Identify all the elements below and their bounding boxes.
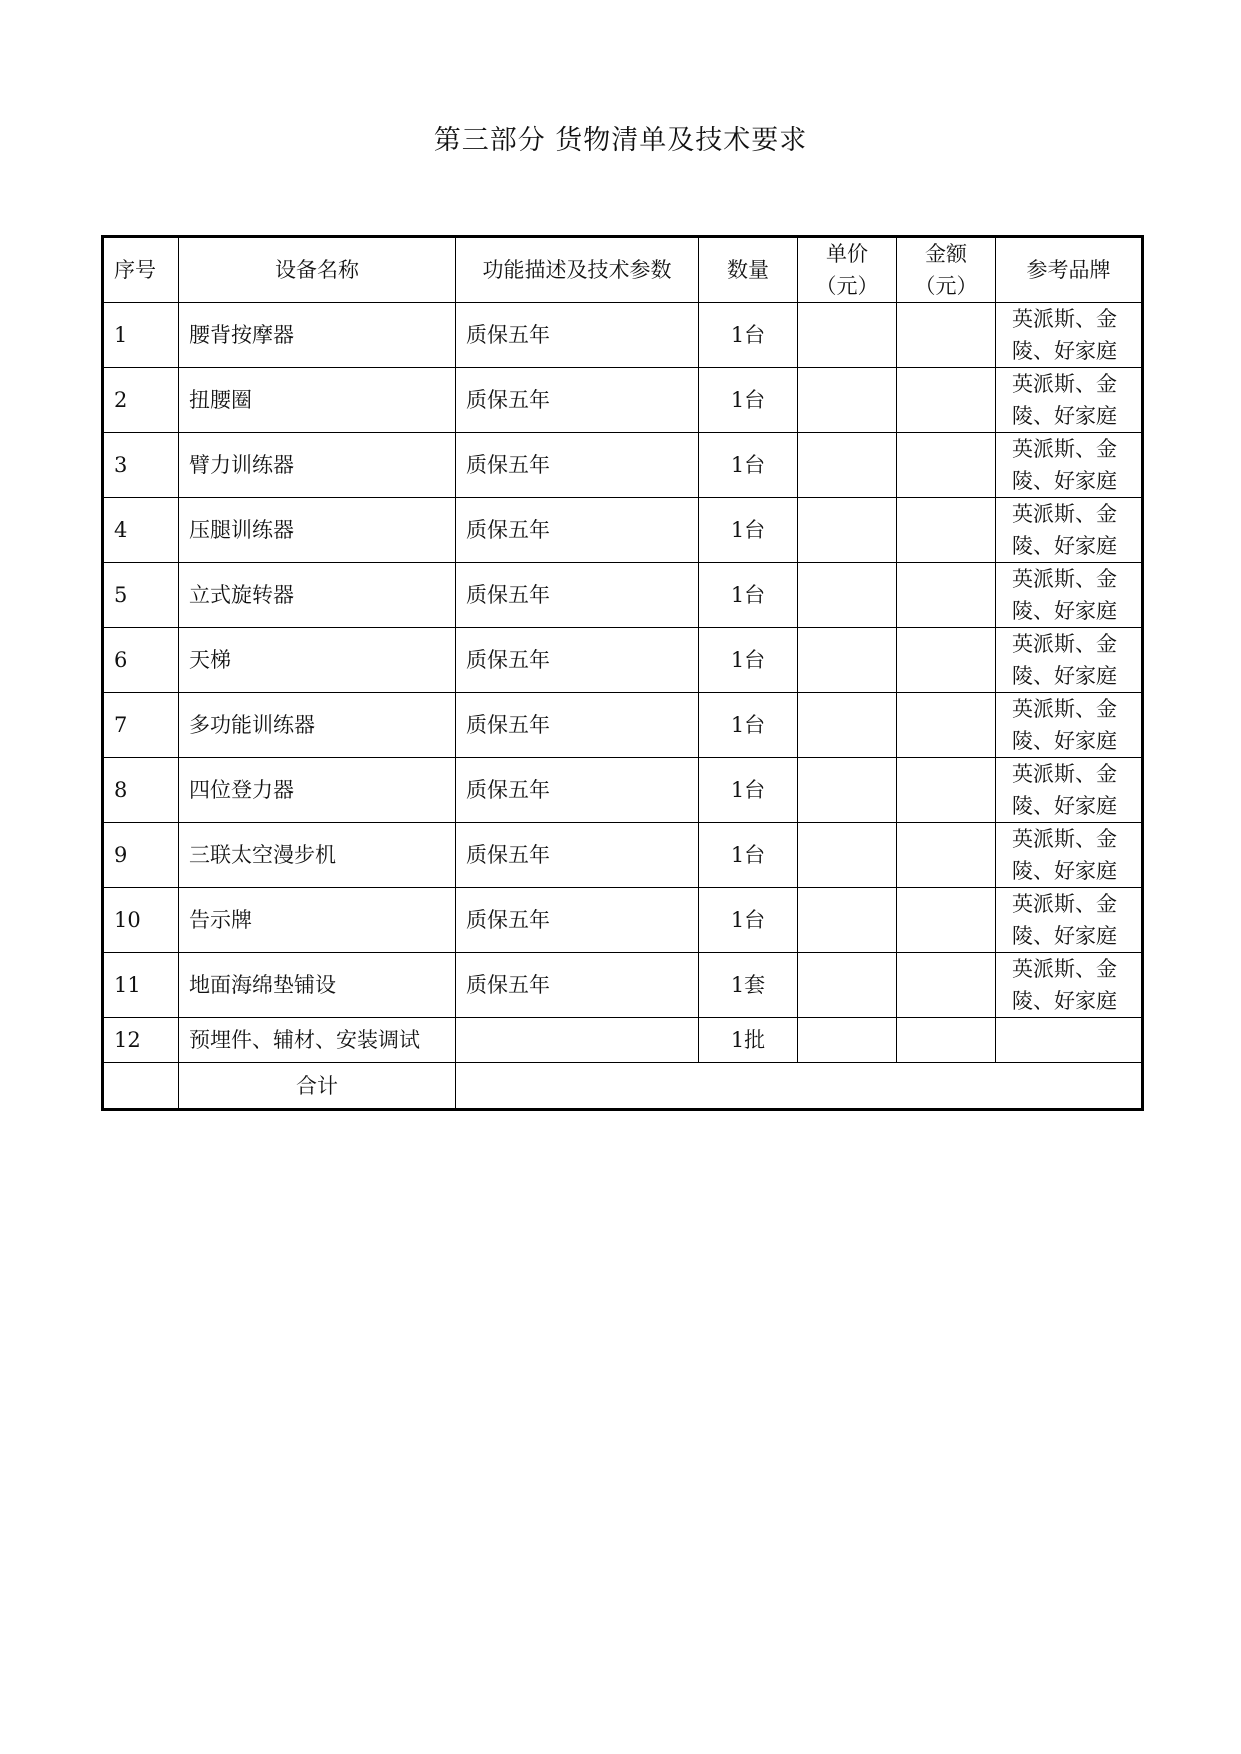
- table-row: [103, 823, 1143, 888]
- cell-name: 臂力训练器: [179, 433, 456, 498]
- cell-brand: 英派斯、金陵、好家庭: [996, 303, 1143, 368]
- cell-brand: 英派斯、金陵、好家庭: [996, 758, 1143, 823]
- cell-name: 地面海绵垫铺设: [179, 953, 456, 1018]
- cell-desc: 质保五年: [456, 498, 699, 563]
- cell-name: 三联太空漫步机: [179, 823, 456, 888]
- cell-qty: 1套: [699, 953, 798, 1018]
- header-brand: 参考品牌: [996, 237, 1143, 303]
- header-no: 序号: [103, 237, 179, 303]
- cell-no: 1: [103, 303, 179, 368]
- cell-desc: 质保五年: [456, 563, 699, 628]
- cell-amount: [897, 953, 996, 1018]
- header-amount: 金额（元）: [897, 237, 996, 303]
- table-header-row: [103, 237, 1143, 303]
- cell-amount: [897, 433, 996, 498]
- cell-brand: 英派斯、金陵、好家庭: [996, 498, 1143, 563]
- total-row: [103, 1063, 1143, 1110]
- cell-qty: 1批: [699, 1018, 798, 1063]
- cell-desc: 质保五年: [456, 433, 699, 498]
- cell-qty: 1台: [699, 303, 798, 368]
- cell-qty: 1台: [699, 758, 798, 823]
- cell-unit-price: [798, 953, 897, 1018]
- cell-no: 4: [103, 498, 179, 563]
- cell-no: 10: [103, 888, 179, 953]
- cell-amount: [897, 1018, 996, 1063]
- header-desc: 功能描述及技术参数: [456, 237, 699, 303]
- table-row: [103, 628, 1143, 693]
- table-row: [103, 758, 1143, 823]
- table-row: [103, 433, 1143, 498]
- cell-unit-price: [798, 888, 897, 953]
- cell-unit-price: [798, 758, 897, 823]
- cell-amount: [897, 368, 996, 433]
- cell-brand: 英派斯、金陵、好家庭: [996, 628, 1143, 693]
- cell-desc: 质保五年: [456, 758, 699, 823]
- cell-no: 6: [103, 628, 179, 693]
- cell-amount: [897, 823, 996, 888]
- cell-brand: 英派斯、金陵、好家庭: [996, 368, 1143, 433]
- cell-brand: 英派斯、金陵、好家庭: [996, 563, 1143, 628]
- cell-no: 2: [103, 368, 179, 433]
- cell-name: 立式旋转器: [179, 563, 456, 628]
- cell-brand: 英派斯、金陵、好家庭: [996, 823, 1143, 888]
- cell-amount: [897, 758, 996, 823]
- cell-name: 告示牌: [179, 888, 456, 953]
- cell-unit-price: [798, 303, 897, 368]
- cell-desc: 质保五年: [456, 953, 699, 1018]
- total-label: 合计: [179, 1063, 456, 1110]
- cell-name: 压腿训练器: [179, 498, 456, 563]
- cell-desc: 质保五年: [456, 368, 699, 433]
- cell-brand: 英派斯、金陵、好家庭: [996, 433, 1143, 498]
- cell-qty: 1台: [699, 563, 798, 628]
- cell-brand: 英派斯、金陵、好家庭: [996, 888, 1143, 953]
- table-row: [103, 368, 1143, 433]
- page-title: 第三部分 货物清单及技术要求: [433, 125, 808, 156]
- cell-desc: 质保五年: [456, 823, 699, 888]
- cell-amount: [897, 303, 996, 368]
- cell-qty: 1台: [699, 498, 798, 563]
- table-row: [103, 563, 1143, 628]
- goods-table: [101, 235, 1144, 1111]
- cell-no: 7: [103, 693, 179, 758]
- cell-name: 四位登力器: [179, 758, 456, 823]
- header-unit-price: 单价（元）: [798, 237, 897, 303]
- cell-unit-price: [798, 498, 897, 563]
- header-name: 设备名称: [179, 237, 456, 303]
- cell-name: 天梯: [179, 628, 456, 693]
- cell-desc: 质保五年: [456, 888, 699, 953]
- cell-no: 9: [103, 823, 179, 888]
- cell-amount: [897, 498, 996, 563]
- cell-unit-price: [798, 823, 897, 888]
- cell-no: 11: [103, 953, 179, 1018]
- total-value-cell: [456, 1063, 1143, 1110]
- cell-desc: 质保五年: [456, 303, 699, 368]
- cell-unit-price: [798, 693, 897, 758]
- cell-amount: [897, 628, 996, 693]
- cell-name: 多功能训练器: [179, 693, 456, 758]
- cell-desc: [456, 1018, 699, 1063]
- cell-unit-price: [798, 368, 897, 433]
- total-blank-cell: [103, 1063, 179, 1110]
- cell-brand: 英派斯、金陵、好家庭: [996, 953, 1143, 1018]
- table-row: [103, 693, 1143, 758]
- cell-brand: [996, 1018, 1143, 1063]
- cell-desc: 质保五年: [456, 693, 699, 758]
- cell-unit-price: [798, 433, 897, 498]
- cell-qty: 1台: [699, 368, 798, 433]
- cell-no: 3: [103, 433, 179, 498]
- cell-brand: 英派斯、金陵、好家庭: [996, 693, 1143, 758]
- cell-qty: 1台: [699, 628, 798, 693]
- table-row: [103, 1018, 1143, 1063]
- cell-qty: 1台: [699, 823, 798, 888]
- cell-amount: [897, 693, 996, 758]
- cell-amount: [897, 888, 996, 953]
- cell-name: 扭腰圈: [179, 368, 456, 433]
- header-qty: 数量: [699, 237, 798, 303]
- cell-unit-price: [798, 1018, 897, 1063]
- cell-qty: 1台: [699, 888, 798, 953]
- cell-qty: 1台: [699, 693, 798, 758]
- table-row: [103, 498, 1143, 563]
- cell-desc: 质保五年: [456, 628, 699, 693]
- cell-no: 12: [103, 1018, 179, 1063]
- table-row: [103, 888, 1143, 953]
- cell-unit-price: [798, 628, 897, 693]
- cell-qty: 1台: [699, 433, 798, 498]
- cell-name: 预埋件、辅材、安装调试: [179, 1018, 456, 1063]
- table-row: [103, 953, 1143, 1018]
- cell-no: 8: [103, 758, 179, 823]
- table-row: [103, 303, 1143, 368]
- cell-name: 腰背按摩器: [179, 303, 456, 368]
- cell-no: 5: [103, 563, 179, 628]
- cell-amount: [897, 563, 996, 628]
- cell-unit-price: [798, 563, 897, 628]
